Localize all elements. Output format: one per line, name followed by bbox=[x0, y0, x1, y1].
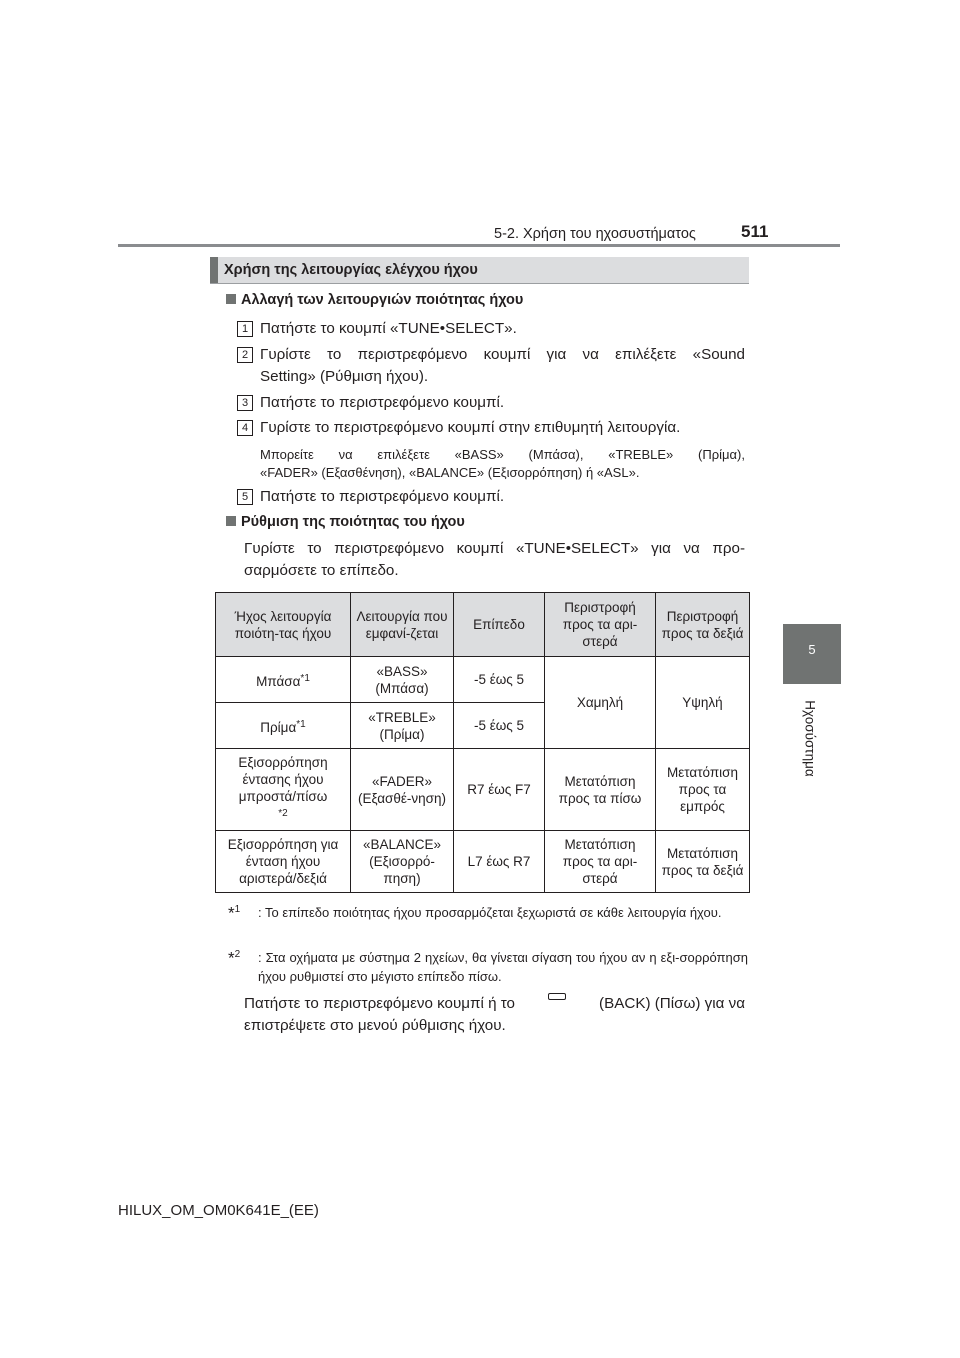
table-header-cell: Περιστροφή προς τα αρι-στερά bbox=[545, 593, 656, 657]
step-number: 2 bbox=[237, 347, 253, 363]
step-text: Γυρίστε το περιστρεφόμενο κουμπί για να επιλέξετε «Sound bbox=[260, 346, 745, 363]
table-header-cell: Λειτουργία που εμφανί-ζεται bbox=[351, 593, 454, 657]
table-header-cell: Περιστροφή προς τα δεξιά bbox=[656, 593, 750, 657]
table-cell: Υψηλή bbox=[656, 657, 750, 749]
step-text: Setting» (Ρύθμιση ήχου). bbox=[260, 368, 429, 385]
table-cell: «FADER» (Εξασθέ-νηση) bbox=[351, 749, 454, 831]
header-rule bbox=[118, 244, 840, 247]
step-number: 1 bbox=[237, 321, 253, 337]
subsection-heading bbox=[226, 514, 465, 530]
table-cell: R7 έως F7 bbox=[454, 749, 545, 831]
footnote-mark: *$^1$ bbox=[228, 903, 241, 923]
table-cell: Μετατόπιση προς τα πίσω bbox=[545, 749, 656, 831]
table-cell: Εξισορρόπηση για ένταση ήχου αριστερά/δεξιά bbox=[216, 831, 351, 893]
step-number: 5 bbox=[237, 489, 253, 505]
table-cell: Μετατόπιση προς τα εμπρός bbox=[656, 749, 750, 831]
step-text: Γυρίστε το περιστρεφόμενο κουμπί στην επιθυμητή λειτουργία. bbox=[260, 419, 681, 436]
bullet-square-icon bbox=[226, 294, 236, 304]
table-header-row bbox=[216, 593, 750, 657]
chapter-title: Ηχοσύστημα bbox=[802, 699, 818, 777]
mode-name: Μπάσα bbox=[256, 673, 301, 689]
page-number: 511 bbox=[741, 222, 769, 241]
section-title-bar bbox=[210, 257, 749, 284]
subsection-heading bbox=[226, 292, 523, 308]
mode-name: Πρίμα bbox=[260, 719, 297, 735]
step-number: 4 bbox=[237, 420, 253, 436]
bullet-square-icon bbox=[226, 516, 236, 526]
table-row bbox=[216, 657, 750, 703]
closing-line bbox=[244, 993, 745, 1014]
step-note: Μπορείτε να επιλέξετε «BASS» (Μπάσα), «TREBLE» (Πρίμα), bbox=[260, 447, 745, 462]
footnote-ref: *1 bbox=[300, 672, 310, 684]
table-cell: L7 έως R7 bbox=[454, 831, 545, 893]
chapter-number: 5 bbox=[808, 642, 816, 657]
closing-line: επιστρέψετε στο μενού ρύθμισης ήχου. bbox=[244, 1017, 506, 1034]
table-cell: Χαμηλή bbox=[545, 657, 656, 749]
table-header-cell: Ήχος λειτουργία ποιότη-τας ήχου bbox=[216, 593, 351, 657]
table-cell: -5 έως 5 bbox=[454, 657, 545, 703]
subsection-title: Ρύθμιση της ποιότητας του ήχου bbox=[241, 514, 465, 530]
footnote-text: : Το επίπεδο ποιότητας ήχου προσαρμόζεται ξεχωριστά σε κάθε λειτουργία ήχου. bbox=[258, 905, 722, 920]
step-number: 3 bbox=[237, 395, 253, 411]
running-header-section: 5-2. Χρήση του ηχοσυστήματος bbox=[494, 226, 696, 242]
step-note: «FADER» (Εξασθένηση), «BALANCE» (Εξισορρόπηση) ή «ASL». bbox=[260, 465, 640, 480]
table-cell: «BASS» (Μπάσα) bbox=[351, 657, 454, 703]
sound-settings-table bbox=[215, 592, 750, 893]
paragraph: σαρμόσετε το επίπεδο. bbox=[244, 562, 399, 579]
closing-text: Πατήστε το περιστρεφόμενο κουμπί ή το bbox=[244, 995, 516, 1012]
chapter-title-vertical bbox=[760, 688, 860, 788]
section-bar-marker bbox=[210, 257, 218, 283]
table-cell: «TREBLE» (Πρίμα) bbox=[351, 703, 454, 749]
table-row bbox=[216, 831, 750, 893]
back-button-icon bbox=[548, 993, 566, 1000]
footnote-ref: *1 bbox=[296, 718, 306, 730]
section-title: Χρήση της λειτουργίας ελέγχου ήχου bbox=[224, 262, 478, 278]
table-cell bbox=[216, 749, 351, 831]
document-code-footer: HILUX_OM_OM0K641E_(EE) bbox=[118, 1202, 319, 1219]
closing-text: (BACK) (Πίσω) για να bbox=[599, 995, 745, 1012]
footnote-text: : Στα οχήματα με σύστημα 2 ηχείων, θα γίνεται σίγαση του ήχου αν η εξι-σορρόπηση ήχου ρυθμιστεί στο μέγιστο επίπεδο πίσω. bbox=[258, 950, 748, 984]
chapter-tab bbox=[783, 624, 841, 684]
table-cell: -5 έως 5 bbox=[454, 703, 545, 749]
footnote bbox=[228, 903, 748, 922]
table-row bbox=[216, 749, 750, 831]
footnote-mark: *$^2$ bbox=[228, 948, 241, 968]
table-cell: Μετατόπιση προς τα δεξιά bbox=[656, 831, 750, 893]
table-cell: «BALANCE» (Εξισορρό-πηση) bbox=[351, 831, 454, 893]
footnote bbox=[228, 948, 748, 986]
subsection-title: Αλλαγή των λειτουργιών ποιότητας ήχου bbox=[241, 292, 524, 308]
paragraph: Γυρίστε το περιστρεφόμενο κουμπί «TUNE•SELECT» για να προ- bbox=[244, 540, 745, 557]
table-cell bbox=[216, 703, 351, 749]
step-text: Πατήστε το περιστρεφόμενο κουμπί. bbox=[260, 394, 505, 411]
step-text: Πατήστε το περιστρεφόμενο κουμπί. bbox=[260, 488, 505, 505]
footnote-ref: *2 bbox=[278, 808, 288, 819]
mode-name: Εξισορρόπηση έντασης ήχου μπροστά/πίσω bbox=[238, 755, 328, 804]
table-header-cell: Επίπεδο bbox=[454, 593, 545, 657]
step-text: Πατήστε το κουμπί «TUNE•SELECT». bbox=[260, 320, 517, 337]
table-cell bbox=[216, 657, 351, 703]
table-cell: Μετατόπιση προς τα αρι-στερά bbox=[545, 831, 656, 893]
